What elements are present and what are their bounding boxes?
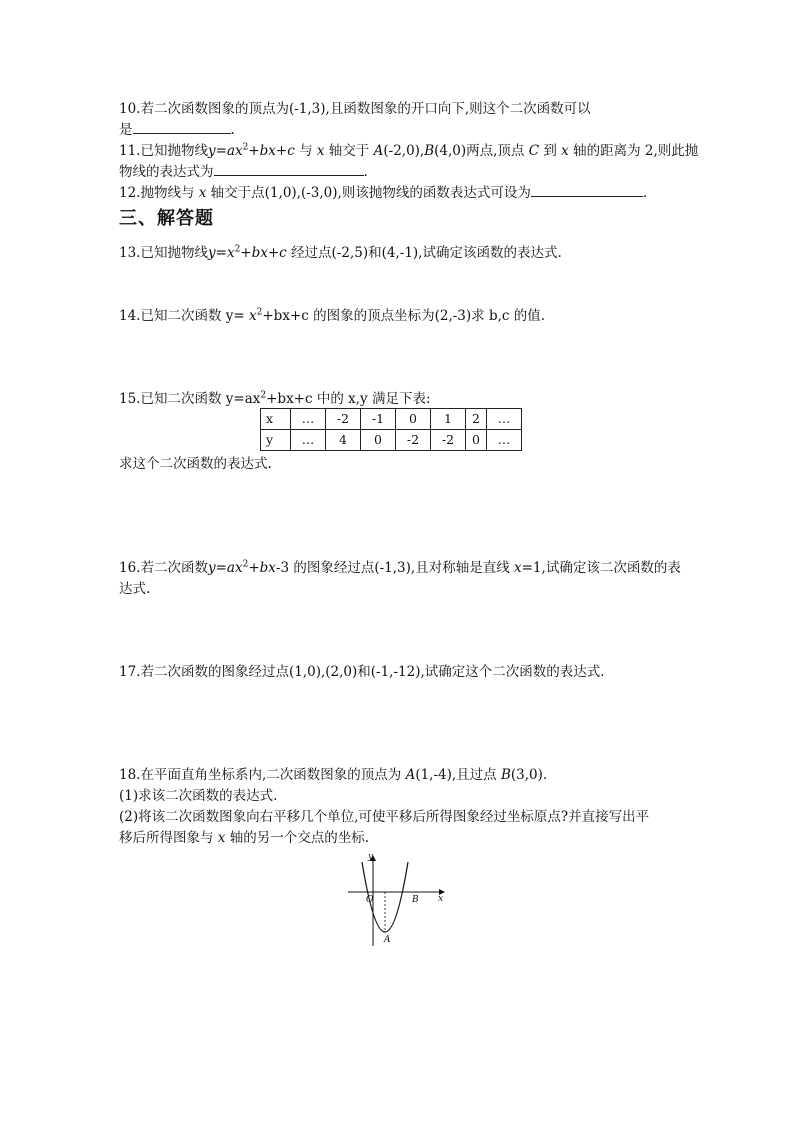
q11-line1 — [119, 141, 698, 161]
q16-line1 — [119, 558, 681, 578]
q11-point-a: A — [373, 143, 384, 159]
parabola-figure — [340, 850, 450, 950]
q16-square: 2 — [242, 559, 249, 570]
table-cell: 0 — [361, 430, 396, 451]
q18-sub2-text-1: 移后所得图象与 — [119, 830, 218, 846]
q12-suffix: . — [642, 185, 648, 201]
q18-point-a: A — [405, 767, 416, 783]
q15-value-table — [260, 408, 522, 451]
table-cell: -1 — [361, 409, 396, 430]
table-cell: … — [291, 409, 326, 430]
table-row — [261, 409, 522, 430]
q16-text-2: -3 的图象经过点(-1,3),且对称轴是直线 — [275, 560, 514, 576]
point-a-label: A — [384, 935, 391, 945]
q11-eq: = — [215, 143, 227, 159]
q16-line2: 达式. — [119, 581, 151, 597]
q18-text-1: 18.在平面直角坐标系内,二次函数图象的顶点为 — [119, 767, 406, 783]
q12-answer-blank[interactable] — [531, 182, 643, 197]
q11-var-y: y — [207, 143, 216, 159]
q14-var-x: x — [249, 308, 257, 324]
q18-sub1: (1)求该二次函数的表达式. — [119, 788, 278, 804]
origin-label: O — [366, 895, 374, 905]
q10-line2 — [119, 119, 235, 140]
q15-text-2: +bx+c 中的 x,y 满足下表: — [266, 391, 431, 407]
q16-formula-2: +bx — [248, 560, 276, 576]
q11-line2-prefix: 物线的表达式为 — [119, 164, 214, 180]
q11-line2 — [119, 161, 368, 182]
q12-text-1: 12.抛物线与 — [119, 185, 199, 201]
q18-text-2: (1,-4),且过点 — [415, 767, 501, 783]
q13-line — [119, 243, 562, 263]
table-cell: 2 — [466, 409, 487, 430]
table-cell: 0 — [466, 430, 487, 451]
q11-point-c: C — [528, 143, 540, 159]
q18-line1 — [119, 765, 547, 785]
table-cell: -2 — [431, 430, 466, 451]
table-row — [261, 430, 522, 451]
table-cell: -2 — [396, 430, 431, 451]
q15-square: 2 — [260, 390, 267, 401]
q12-var-x: x — [198, 185, 207, 201]
q12-text-2: 轴交于点(1,0),(-3,0),则该抛物线的函数表达式可设为 — [206, 185, 531, 201]
q13-square: 2 — [234, 244, 241, 255]
q11-point-b: B — [424, 143, 435, 159]
q10-prefix: 是 — [119, 122, 133, 138]
q11-line2-suffix: . — [363, 164, 368, 180]
q18-var-x: x — [217, 830, 226, 846]
q10-suffix: . — [230, 122, 235, 138]
q14-line — [119, 306, 545, 326]
q13-text-1: 13.已知抛物线 — [119, 245, 208, 261]
table-cell: … — [291, 430, 326, 451]
section-title: 三、解答题 — [119, 208, 214, 229]
q11-text-6: 到 — [539, 143, 562, 159]
q13-rest: +bx+c — [240, 245, 287, 261]
q13-var-y: y — [207, 245, 216, 261]
q11-text-2: 与 — [294, 143, 317, 159]
q13-var-x: x — [226, 245, 235, 261]
q10-line1: 10.若二次函数图象的顶点为(-1,3),且函数图象的开口向下,则这个二次函数可以 — [119, 101, 591, 117]
table-cell: 1 — [431, 409, 466, 430]
q14-text-2: +bx+c 的图象的顶点坐标为(2,-3)求 b,c 的值. — [262, 308, 546, 324]
q18-point-b: B — [500, 767, 511, 783]
q17-line: 17.若二次函数的图象经过点(1,0),(2,0)和(-1,-12),试确定这个二次函数的表达式. — [119, 664, 605, 680]
table-cell: y — [261, 430, 291, 451]
q18-sub2-text-2: 轴的另一个交点的坐标. — [225, 830, 370, 846]
point-b-label: B — [412, 895, 419, 905]
q16-text-3: =1,试确定该二次函数的表 — [521, 560, 681, 576]
x-axis-label: x — [438, 894, 444, 904]
q15-text-1: 15.已知二次函数 y=ax — [119, 391, 261, 407]
q15-after: 求这个二次函数的表达式. — [119, 456, 272, 472]
q13-eq: = — [215, 245, 227, 261]
q18-sub2-line2 — [119, 828, 369, 848]
q11-answer-blank[interactable] — [214, 161, 364, 176]
q18-text-3: (3,0). — [510, 767, 548, 783]
q18-sub2-line1: (2)将该二次函数图象向右平移几个单位,可使平移后所得图象经过坐标原点?并直接写出平 — [119, 809, 650, 825]
q11-term-a: ax — [226, 143, 243, 159]
q16-var-x: x — [514, 560, 522, 576]
q11-text-7: 轴的距离为 2,则此抛 — [568, 143, 699, 159]
q14-square: 2 — [256, 307, 263, 318]
table-cell: x — [261, 409, 291, 430]
y-axis-label: y — [368, 852, 374, 862]
q11-text-4: (-2,0), — [383, 143, 425, 159]
q10-answer-blank[interactable] — [133, 119, 231, 134]
table-cell: 0 — [396, 409, 431, 430]
q15-line — [119, 389, 431, 409]
q12-line — [119, 182, 647, 203]
table-cell: … — [487, 430, 522, 451]
q14-text-1: 14.已知二次函数 y= — [119, 308, 249, 324]
table-cell: … — [487, 409, 522, 430]
q13-text-2: 经过点(-2,5)和(4,-1),试确定该函数的表达式. — [286, 245, 562, 261]
table-cell: 4 — [326, 430, 361, 451]
q16-formula: y=ax — [207, 560, 243, 576]
table-cell: -2 — [326, 409, 361, 430]
q11-text-1: 11.已知抛物线 — [119, 143, 208, 159]
q11-text-3: 轴交于 — [324, 143, 374, 159]
q11-var-x2: x — [561, 143, 569, 159]
q11-text-5: (4,0)两点,顶点 — [434, 143, 529, 159]
q11-var-x: x — [316, 143, 325, 159]
q11-term-b: +bx+c — [248, 143, 295, 159]
q16-text-1: 16.若二次函数 — [119, 560, 208, 576]
q11-square: 2 — [242, 142, 249, 153]
